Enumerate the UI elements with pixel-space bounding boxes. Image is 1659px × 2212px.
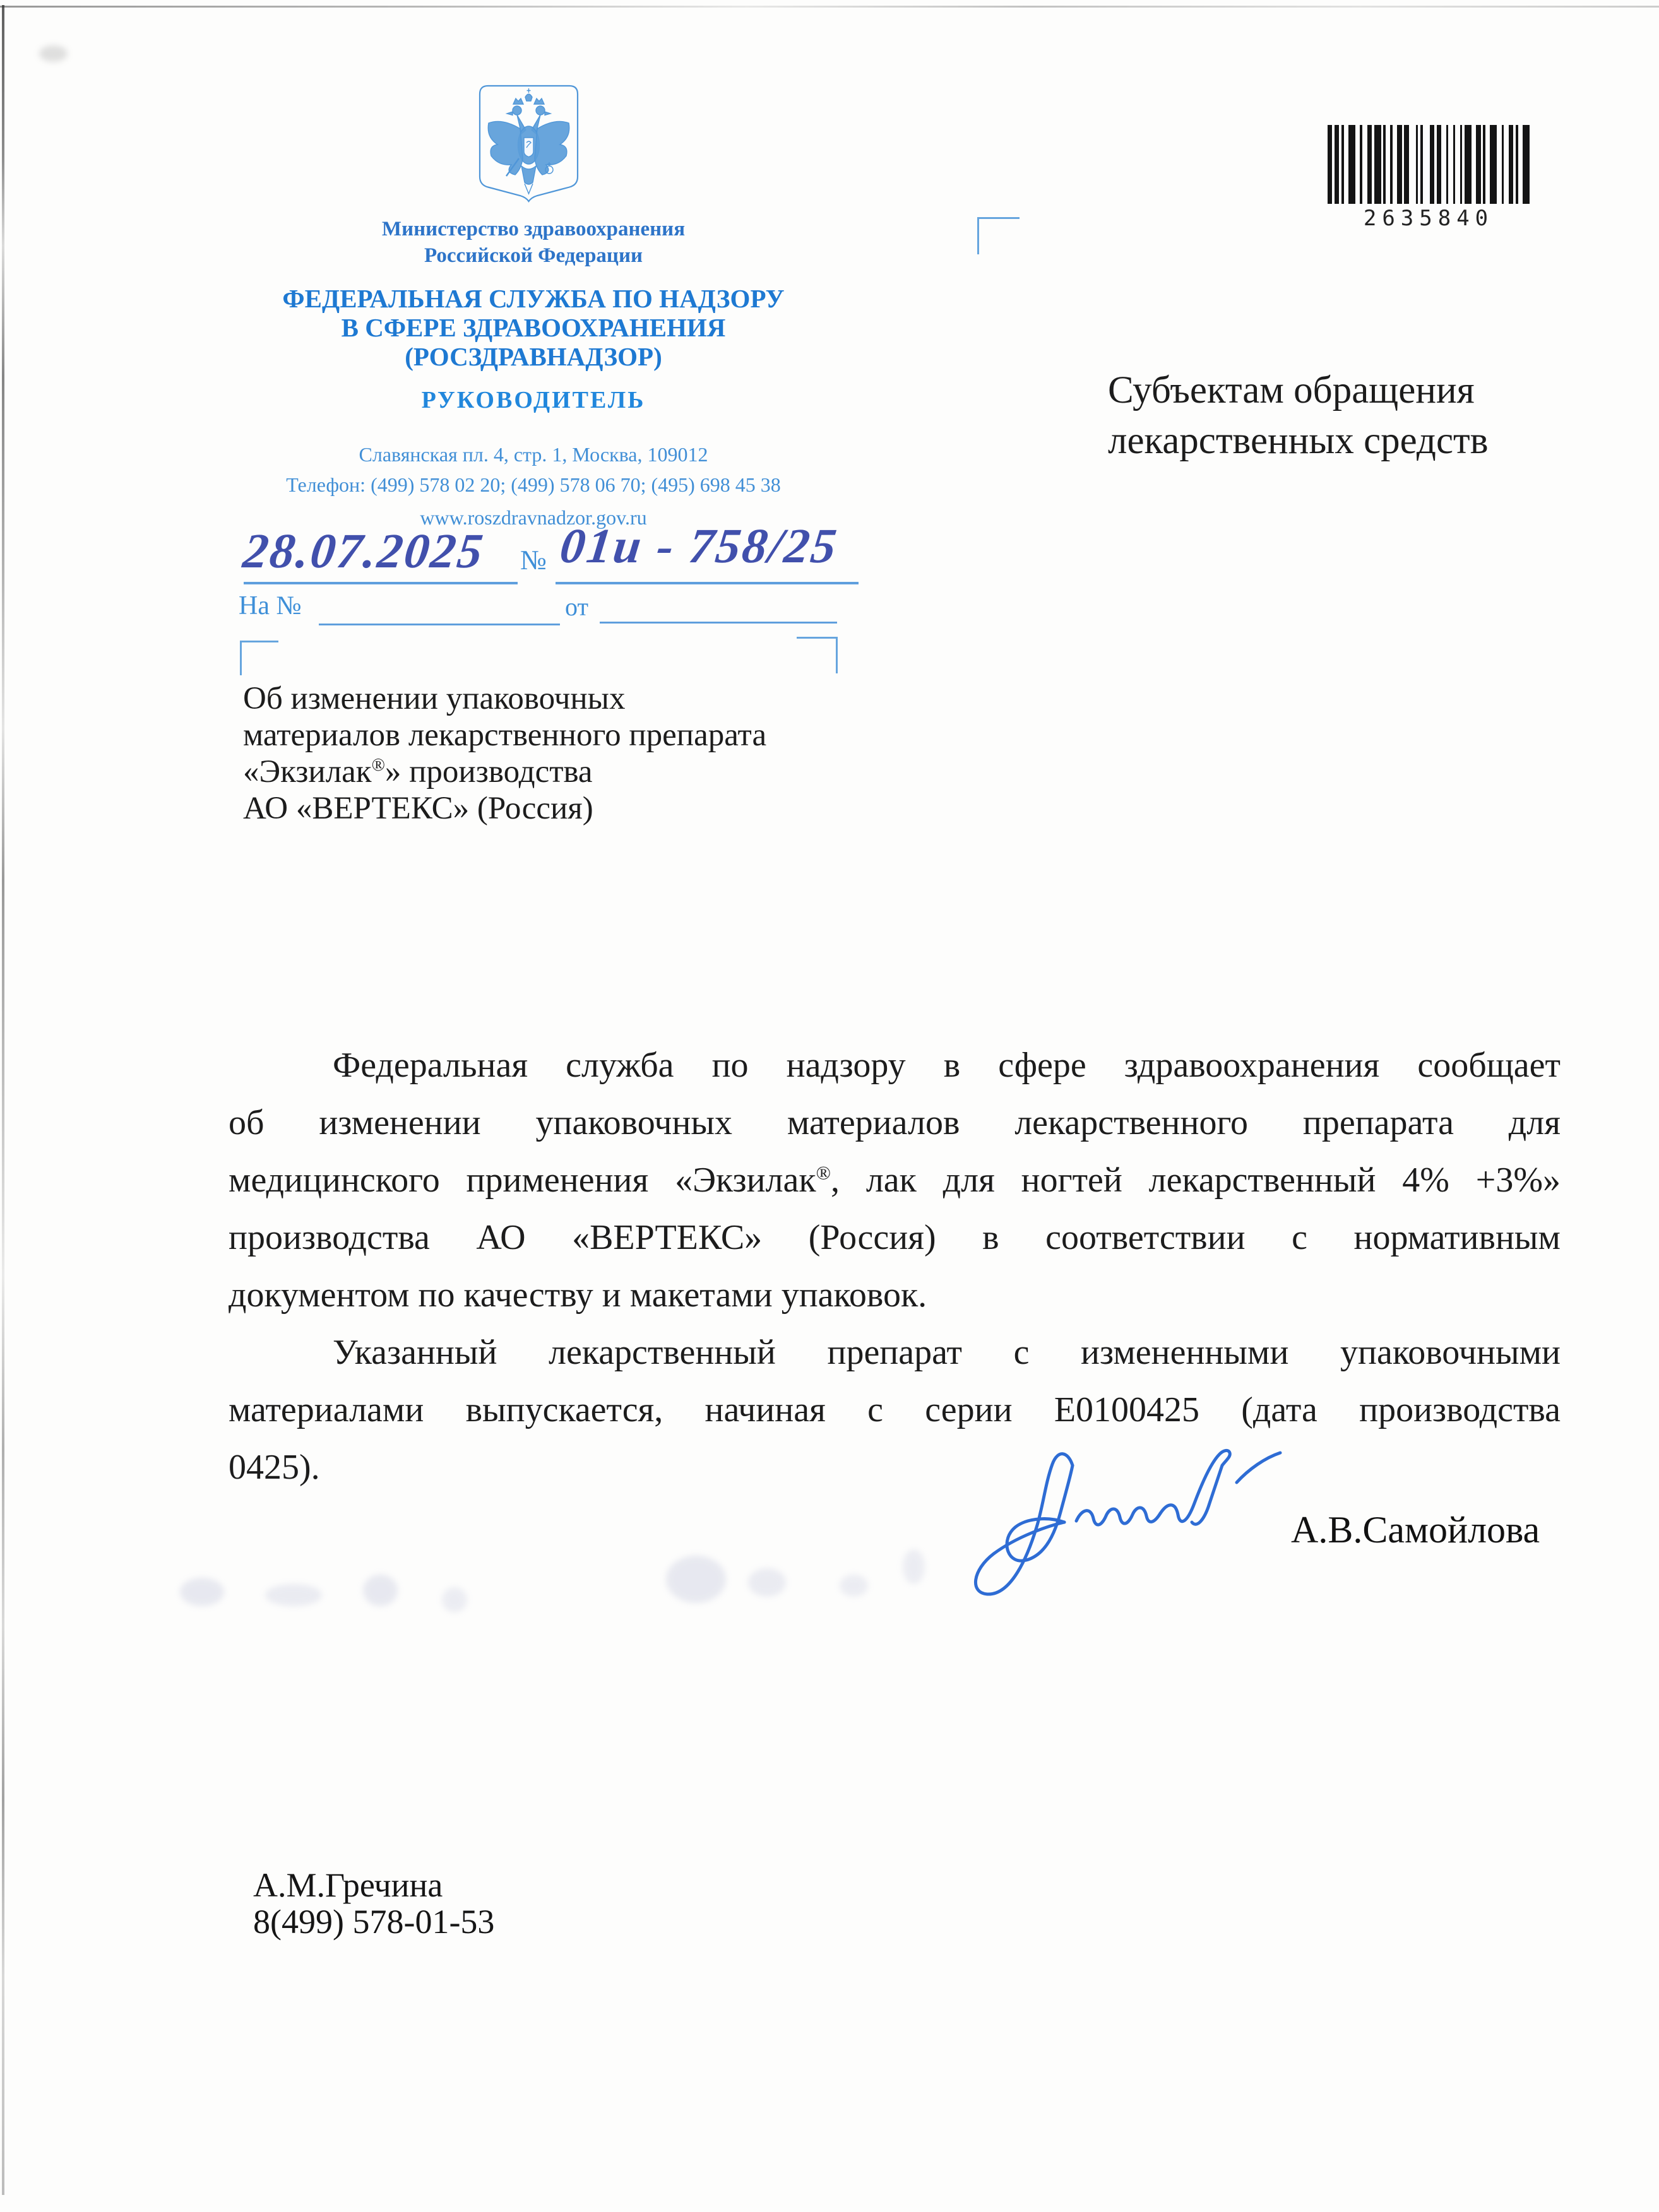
letterhead-website: www.roszdravnadzor.gov.ru xyxy=(420,506,647,529)
date-underline xyxy=(244,582,518,584)
bleed-through-mark xyxy=(180,1578,224,1606)
addressee-line1: Субъектам обращения xyxy=(1108,369,1475,411)
service-name-line1: ФЕДЕРАЛЬНАЯ СЛУЖБА ПО НАДЗОРУ xyxy=(282,284,785,313)
barcode-bars xyxy=(1328,125,1530,204)
ministry-name-line2: Российской Федерации xyxy=(424,244,643,267)
subject-zone-corner-left xyxy=(240,641,278,675)
bleed-through-mark xyxy=(265,1584,322,1606)
addressee-zone-corner xyxy=(977,217,1020,254)
subject-line: Об изменении упаковочных xyxy=(243,681,626,716)
ministry-name-line1: Министерство здравоохранения xyxy=(381,218,686,240)
subject-line: АО «ВЕРТЕКС» (Россия) xyxy=(243,791,593,826)
executor-phone: 8(499) 578-01-53 xyxy=(253,1903,495,1941)
letterhead-address: Славянская пл. 4, стр. 1, Москва, 109012 xyxy=(359,443,708,466)
body-paragraph1-line: производства АО «ВЕРТЕКС» (Россия) в соответствии с нормативным xyxy=(229,1218,1561,1257)
scan-artifact-top-edge-line xyxy=(0,6,1659,8)
bleed-through-mark xyxy=(748,1568,786,1597)
bleed-through-mark xyxy=(666,1556,726,1603)
handwritten-date: 28.07.2025 xyxy=(240,523,488,578)
reply-date-underline xyxy=(600,622,837,624)
barcode-number: 2635840 xyxy=(1363,206,1494,231)
scan-artifact-left-edge-line xyxy=(2,5,4,2195)
coat-of-arms-emblem xyxy=(477,83,580,203)
letterhead-phone: Телефон: (499) 578 02 20; (499) 578 06 70; (495) 698 45 38 xyxy=(286,473,781,496)
subject-line: материалов лекарственного препарата xyxy=(243,718,767,753)
subject-line: «Экзилак®» производства xyxy=(243,754,593,790)
scan-artifact-smudge xyxy=(39,45,68,62)
reply-from-label: от xyxy=(565,593,588,621)
bleed-through-mark xyxy=(903,1549,925,1584)
reply-number-underline xyxy=(319,624,560,625)
bleed-through-mark xyxy=(363,1575,398,1606)
executor-name: А.М.Гречина xyxy=(253,1866,443,1904)
position-title: РУКОВОДИТЕЛЬ xyxy=(421,387,646,413)
service-name-line2: В СФЕРЕ ЗДРАВООХРАНЕНИЯ xyxy=(341,313,726,342)
number-sign: № xyxy=(520,545,547,576)
body-paragraph1-line: об изменении упаковочных материалов лекарственного препарата для xyxy=(229,1103,1561,1142)
body-paragraph2-line: материалами выпускается, начиная с серии Е0100425 (дата производства xyxy=(229,1390,1561,1429)
subject-zone-corner-right xyxy=(797,637,838,673)
body-paragraph1-line: документом по качеству и макетами упаковок. xyxy=(229,1275,927,1315)
addressee-line2: лекарственных средств xyxy=(1108,420,1489,462)
bleed-through-mark xyxy=(840,1575,868,1597)
service-name-line3: (РОСЗДРАВНАДЗОР) xyxy=(405,342,662,371)
body-paragraph2-line: Указанный лекарственный препарат с измененными упаковочными xyxy=(333,1333,1561,1372)
handwritten-signature xyxy=(947,1426,1294,1616)
number-underline xyxy=(556,582,859,584)
body-paragraph1-line: Федеральная служба по надзору в сфере здравоохранения сообщает xyxy=(333,1046,1561,1085)
handwritten-outgoing-number: 01и - 758/25 xyxy=(557,518,841,573)
reply-number-label: На № xyxy=(239,591,302,620)
signatory-name: А.В.Самойлова xyxy=(1291,1509,1540,1551)
bleed-through-mark xyxy=(442,1587,467,1612)
body-paragraph1-line: медицинского применения «Экзилак®, лак для ногтей лекарственный 4% +3%» xyxy=(229,1161,1561,1200)
body-paragraph2-line: 0425). xyxy=(229,1448,320,1487)
